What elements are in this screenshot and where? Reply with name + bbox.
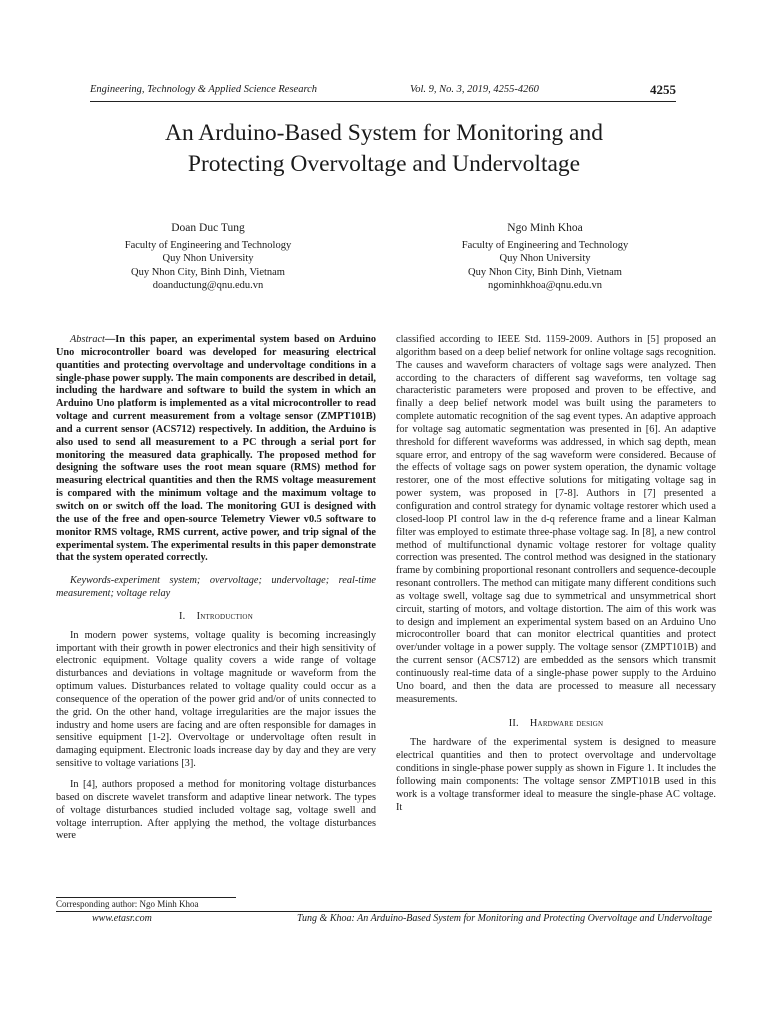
section-title: Introduction <box>196 610 253 622</box>
title-line-1: An Arduino-Based System for Monitoring and <box>165 120 603 146</box>
section-heading-hardware <box>396 718 716 731</box>
author-university: Quy Nhon University <box>499 253 591 264</box>
author-email: doanductung@qnu.edu.vn <box>152 280 264 291</box>
keywords <box>56 575 376 601</box>
footnote: Corresponding author: Ngo Minh Khoa <box>56 899 199 909</box>
footer-citation: Tung & Khoa: An Arduino-Based System for Monitoring and Protecting Overvoltage and Undervoltage <box>297 913 712 924</box>
header-rule <box>90 101 676 102</box>
author-name: Doan Duc Tung <box>171 222 245 234</box>
title-line-2: Protecting Overvoltage and Undervoltage <box>187 151 581 177</box>
author-city: Quy Nhon City, Binh Dinh, Vietnam <box>131 266 285 278</box>
running-header <box>90 84 676 100</box>
author-university: Quy Nhon University <box>162 253 254 264</box>
intro-paragraph-continued: classified according to IEEE Std. 1159-2009. Authors in [5] proposed an algorithm based on a deep belief network for online voltage sags recognition. The causes and waveform characters of voltage sags were analyzed. Then according to the characters of different sag waveforms, ten voltage sag characteristic parameters were proposed and proven to be effective, and finally a deep belief network model was built using the parameters to complete automatic recognition of the sag event types. An adaptive approach for voltage sag automatic segmentation was presented in [6]. An adaptive threshold for different waveforms was addressed, in which sag depth, mean square error, and entropy of the sag waveform were considered. Because of the effects of voltage sags on power system operation, the dynamic voltage restorer, one of the most effective solutions for mitigating voltage sag in power system, was proposed in [7-8]. Authors in [7] presented a configuration and control strategy for dynamic voltage restorer which used a closed-loop PI control law in the d-q reference frame and a linear Kalman filter was employed to estimate three-phase voltage sag. In [8], a new control method of multifunctional dynamic voltage restorer for voltage quality correction was presented. The control method was designed in the stationary frame by combining proportional resonant controllers and sequence-decouple resonant controllers. The method can mitigate many different conditions such as voltage swell, voltage sag due to symmetrical and unsymmetrical short circuit, starting of motors, and voltage distortion. The aim of this work was to design and implement an experimental system based on an Arduino Uno microcontroller board that can monitor electrical quantities and protect over/under voltage in a power supply. The voltage sensor (ZMPT101B) and the current sensor (ACS712) are embedded as the sensors which transmit continuously real-time data of a single-phase power supply to the Arduino Uno board, and then the data are processed to measure all necessary measurements. <box>396 334 716 705</box>
left-column <box>56 334 376 843</box>
author-city: Quy Nhon City, Binh Dinh, Vietnam <box>468 266 622 278</box>
abstract-text: —In this paper, an experimental system based on Arduino Uno microcontroller board was developed for measuring electrical quantities and protecting overvoltage and undervoltage conditions in a single-phase power supply. The main components are described in detail, including the hardware and software to build the system in which an Arduino Uno platform is implemented as a vital microcontroller to read voltage and current measurement from a voltage sensor (ZMPT101B) and a current sensor (ACS712) respectively. In addition, the Arduino is also used to send all measurement to a PC through a serial port for monitoring the measured data graphically. The proposed method for designing the software uses the root mean square (RMS) method for measuring electrical quantities and then the RMS voltage measurement is compared with the minimum voltage and the maximum voltage to switch on or switch off the load. The monitoring GUI is designed with the use of the free and open-source Telemetry Viewer v0.5 software to monitor RMS voltage, RMS current, active power, and trip signal of the experimental system. The experimental results in this paper demonstrate that the system operated correctly. <box>56 334 376 564</box>
right-column <box>396 334 716 814</box>
footer-website[interactable]: www.etasr.com <box>92 913 152 924</box>
section-number: I. <box>179 610 186 622</box>
author-affiliation: Faculty of Engineering and Technology <box>124 239 292 251</box>
section-heading-introduction <box>56 611 376 624</box>
volume-info: Vol. 9, No. 3, 2019, 4255-4260 <box>410 84 539 95</box>
keywords-lead: Keywords- <box>70 575 115 587</box>
author-email: ngominhkhoa@qnu.edu.vn <box>487 280 603 291</box>
footer-rule <box>56 911 712 912</box>
paper-title <box>60 118 708 180</box>
abstract <box>56 334 376 565</box>
section-title: Hardware design <box>529 718 604 730</box>
author-block-2 <box>420 222 670 293</box>
intro-paragraph-2: In [4], authors proposed a method for monitoring voltage disturbances based on discrete wavelet transform and adaptive linear network. The types of voltage disturbances studied included voltage sag, voltage swell and voltage interruption. After applying the method, the voltage disturbances were <box>56 779 376 842</box>
hardware-paragraph-1: The hardware of the experimental system is designed to measure electrical quantities and then to protect overvoltage and undervoltage conditions in single-phase power supply as shown in Figure 1. It includes the following main components: The voltage sensor ZMPT101B used in this work is a voltage transformer ideal to measure the single-phase AC voltage. It <box>396 737 716 813</box>
journal-name: Engineering, Technology & Applied Science Research <box>90 84 318 95</box>
page-number: 4255 <box>650 82 676 97</box>
author-affiliation: Faculty of Engineering and Technology <box>461 239 629 251</box>
footnote-rule <box>56 897 236 898</box>
abstract-lead: Abstract <box>70 334 105 345</box>
author-name: Ngo Minh Khoa <box>507 222 583 234</box>
section-number: II. <box>508 718 519 730</box>
intro-paragraph-1: In modern power systems, voltage quality is becoming increasingly important with their growth in power electronics and their high sensitivity of electronic equipment. Voltage quality covers a wide range of voltage disturbances and deviations in voltage magnitude or waveform from the optimum values. Disturbances related to voltage quality could occur as a consequence of the operation of the power grid and/or of units connected to the grid. On the other hand, voltage irregularities are the major issues the industry and home users are facing and are often responsible for damages in sensitive equipment [1-2]. Overvoltage or undervoltage often result in damaging equipment. Electronic loads increase day by day and they are very sensitive to voltage variations [3]. <box>56 629 376 770</box>
keywords-text: experiment system; overvoltage; undervoltage; real-time measurement; voltage relay <box>56 575 376 600</box>
author-block-1 <box>83 222 333 293</box>
